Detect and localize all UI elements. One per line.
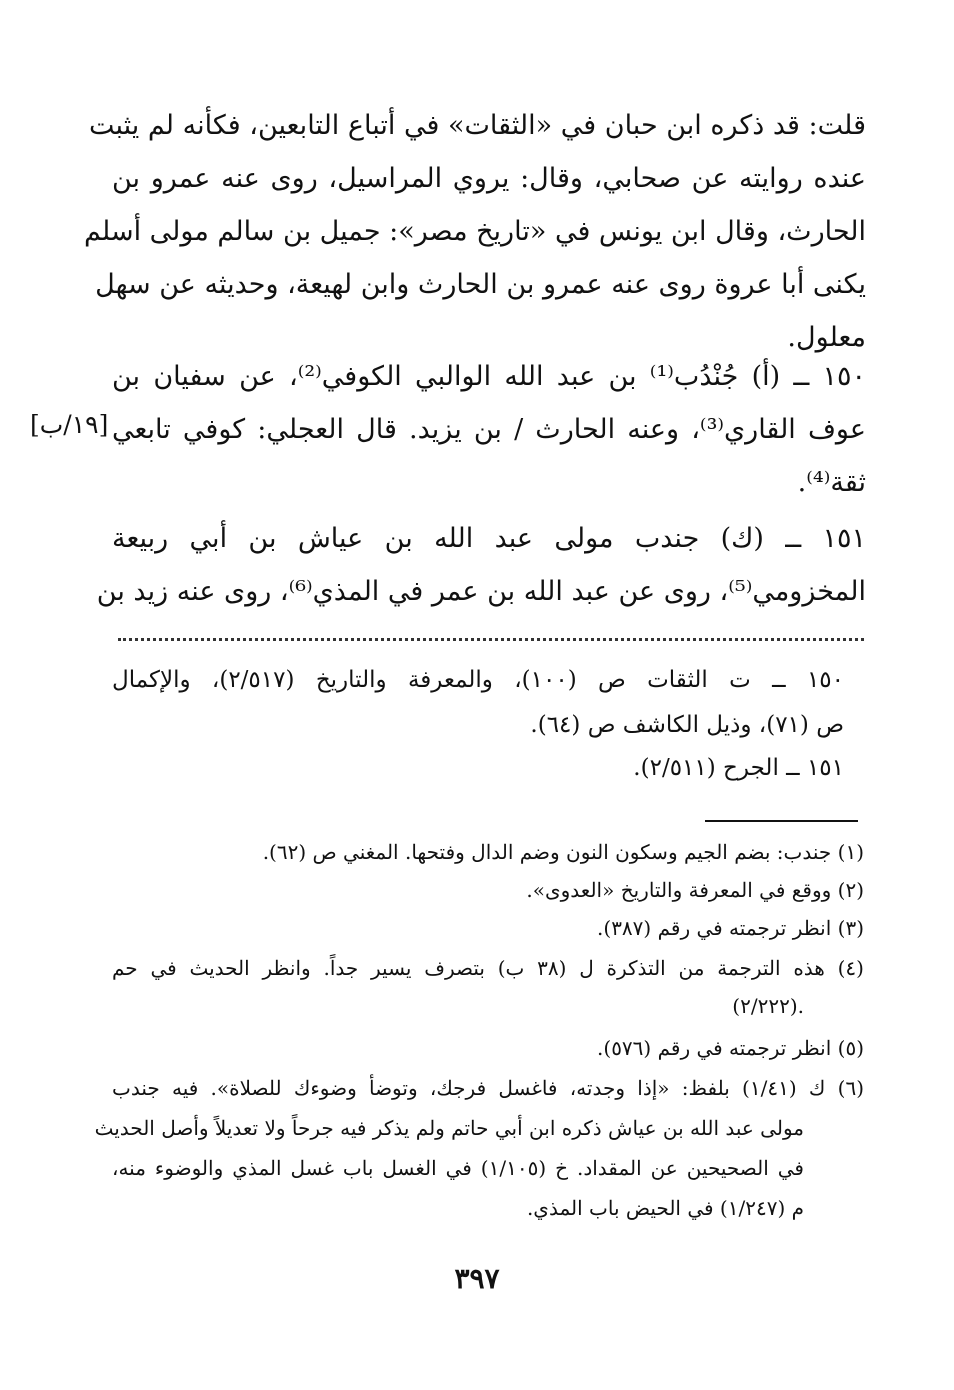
dotted-separator xyxy=(118,638,864,645)
source-ref-150-line-1: ١٥٠ ــ ت الثقات ص (١٠٠)، والمعرفة والتاريخ (٢/٥١٧)، والإكمال xyxy=(112,667,844,693)
footnote-1: (١) جندب: بضم الجيم وسكون النون وضم الدال وفتحها. المغني ص (٦٢). xyxy=(262,840,864,864)
body-line-3: الحارث، وقال ابن يونس في «تاريخ مصر»: جميل بن سالم مولى أسلم xyxy=(84,216,866,247)
body-line-1: قلت: قد ذكره ابن حبان في «الثقات» في أتباع التابعين، فكأنه لم يثبت xyxy=(88,110,866,141)
footnote-6-line-3: في الصحيحين عن المقداد. خ (١/١٠٥) في الغسل باب غسل المذي والوضوء منه، xyxy=(112,1156,804,1180)
entry-151-line-1: ١٥١ ــ (ك) جندب مولى عبد الله بن عياش بن أبي ربيعة xyxy=(112,523,866,554)
page-number: ٣٩٧ xyxy=(454,1262,500,1295)
source-ref-151: ١٥١ ــ الجرح (٢/٥١١). xyxy=(633,755,844,781)
body-line-4: يكنى أبا عروة روى عنه عمرو بن الحارث وابن لهيعة، وحديثه عن سهل xyxy=(95,269,866,300)
entry-150-line-2: عوف القاري⁽³⁾، وعنه الحارث / بن يزيد. قال العجلي: كوفي تابعي xyxy=(112,414,866,445)
margin-folio-note: [١٩/ب] xyxy=(30,410,109,439)
entry-151-line-2: المخزومي⁽⁵⁾، روى عن عبد الله بن عمر في المذي⁽⁶⁾، روى عنه زيد بن xyxy=(96,576,866,607)
entry-150-line-3: ثقة⁽⁴⁾. xyxy=(797,467,866,498)
footnote-4-line-1: (٤) هذه الترجمة من التذكرة ل (٣٨ ب) بتصرف يسير جداً. وانظر الحديث في حم xyxy=(112,956,864,980)
footnote-4-line-2: (٢/٢٢٢). xyxy=(732,994,804,1018)
source-ref-150-line-2: ص (٧١)، وذيل الكاشف ص (٦٤). xyxy=(530,712,844,738)
body-line-2: عنده روايته عن صحابي، وقال: يروي المراسيل، روى عنه عمرو بن xyxy=(112,163,866,194)
footnote-6-line-4: م (١/٢٤٧) في الحيض باب المذي. xyxy=(526,1196,804,1220)
footnote-6-line-2: مولى عبد الله بن عياش ذكره ابن أبي حاتم ولم يذكر فيه جرحاً ولا تعديلاً وأصل الحديث xyxy=(94,1116,804,1140)
footnote-2: (٢) ووقع في المعرفة والتاريخ «العدوى». xyxy=(526,878,864,902)
body-line-5: معلول. xyxy=(787,322,866,353)
footnote-3: (٣) انظر ترجمته في رقم (٣٨٧). xyxy=(597,916,864,940)
entry-150-line-1: ١٥٠ ــ (أ) جُنْدُب⁽¹⁾ بن عبد الله الوالبي الكوفي⁽²⁾، عن سفيان بن xyxy=(112,361,867,392)
footnote-rule xyxy=(705,820,858,822)
footnote-6-line-1: (٦) ك (١/٤١) بلفظ: «إذا وجدته، فاغسل فرجك، وتوضأ وضوءك للصلاة». فيه جندب xyxy=(112,1076,864,1100)
footnote-5: (٥) انظر ترجمته في رقم (٥٧٦). xyxy=(597,1036,864,1060)
